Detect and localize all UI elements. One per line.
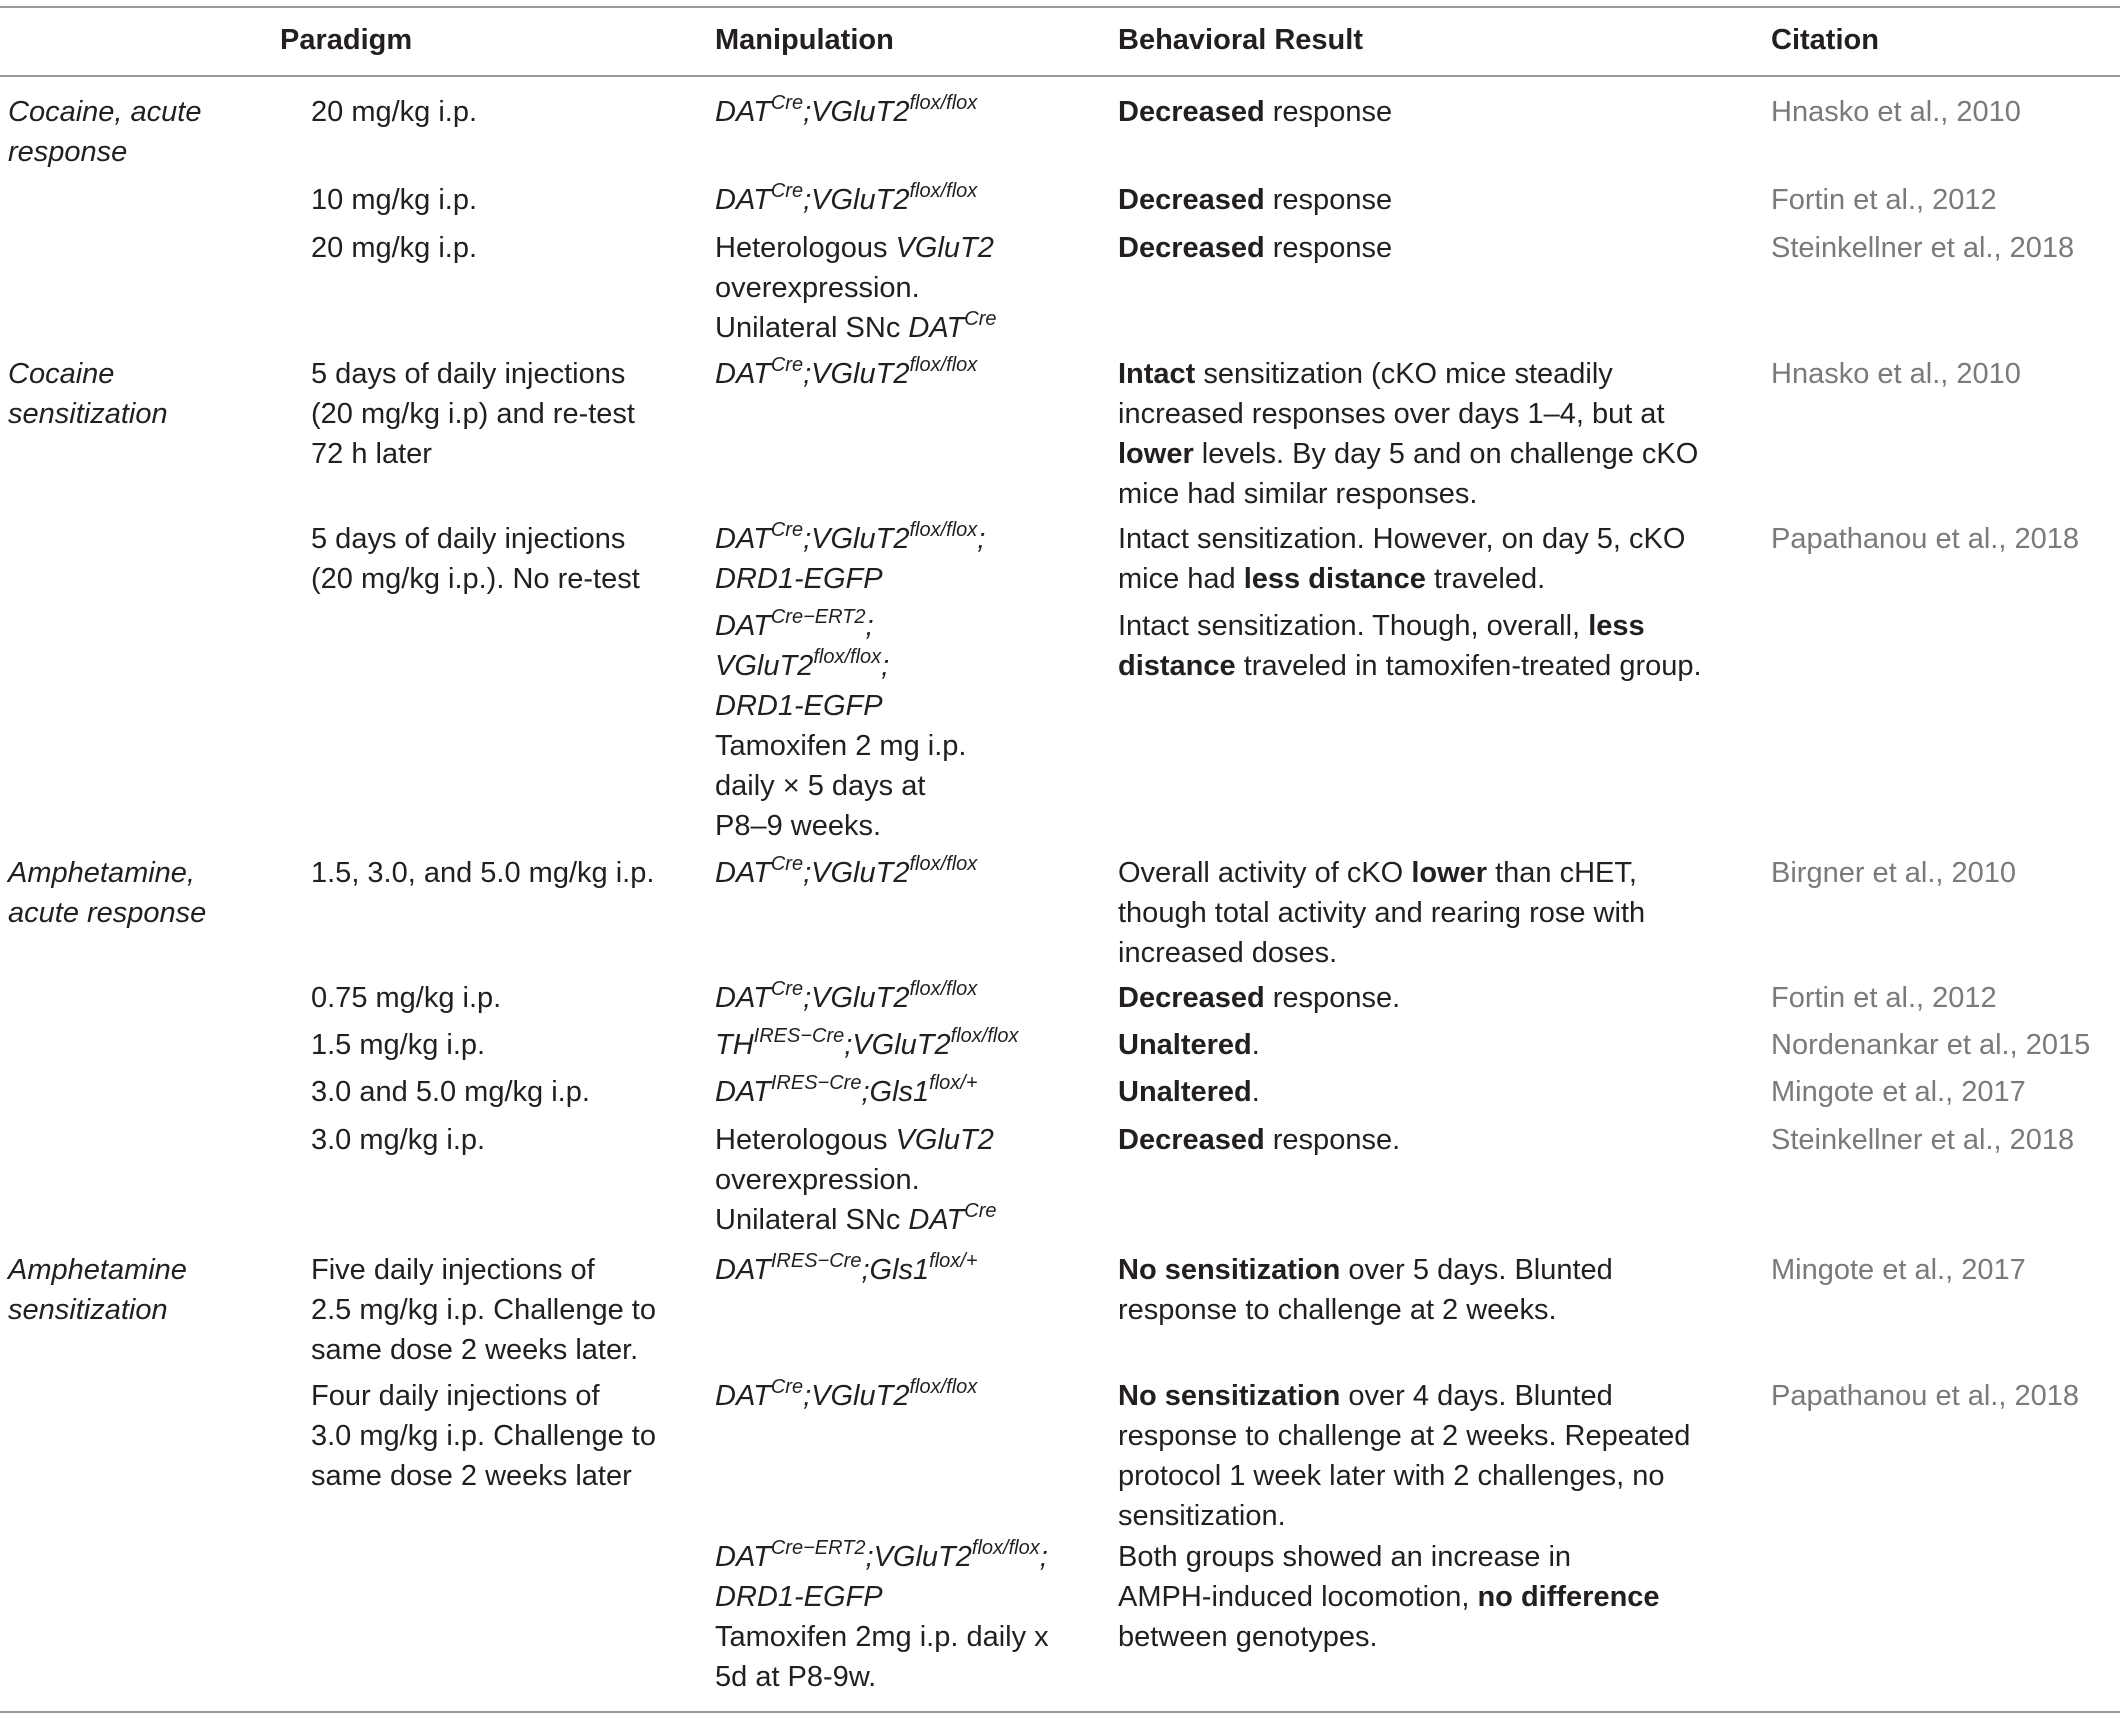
superscript: flox/flox [909, 519, 978, 541]
gene-text: DAT [715, 857, 771, 889]
dose-cell [311, 1120, 485, 1160]
text: Intact sensitization. However, on day 5, cKO [1118, 523, 1686, 555]
citation-cell: Hnasko et al., 2010 [1771, 358, 2021, 390]
result-line [1118, 1577, 1660, 1617]
manipulation-line [715, 1160, 997, 1200]
dose-cell [311, 519, 640, 599]
gene-text: ;VGluT2 [803, 358, 910, 390]
manipulation-line [715, 1376, 977, 1416]
manipulation-cell [715, 354, 977, 394]
dose-cell [311, 1025, 485, 1065]
behavioral-result-cell [1118, 853, 1645, 973]
manipulation-line [715, 978, 977, 1018]
bold-text: no difference [1477, 1581, 1660, 1613]
behavioral-result-cell [1118, 354, 1698, 514]
result-line [1118, 1456, 1690, 1496]
dose-line: 5 days of daily injections [311, 523, 626, 555]
text: Unilateral SNc [715, 312, 909, 344]
text: 5d at P8-9w. [715, 1661, 877, 1693]
bold-text: distance [1118, 650, 1236, 682]
gene-text: DAT [908, 312, 965, 344]
gene-text: VGluT2 [895, 1124, 994, 1156]
text: sensitization. [1118, 1500, 1286, 1532]
manipulation-line [715, 354, 977, 394]
gene-text: ;Gls1 [861, 1254, 930, 1286]
text: levels. By day 5 and on challenge cKO [1193, 438, 1699, 470]
result-line [1118, 1617, 1660, 1657]
result-line [1118, 180, 1392, 220]
bold-text: Decreased [1118, 982, 1265, 1014]
text: . [1251, 1029, 1260, 1061]
superscript: flox/flox [971, 1537, 1040, 1559]
manipulation-cell [715, 1537, 1049, 1697]
gene-text: DRD1-EGFP [715, 1581, 883, 1613]
gene-text: DAT [715, 96, 771, 128]
table-top-rule [0, 6, 2120, 8]
gene-text: ; [977, 523, 986, 555]
text: traveled. [1425, 563, 1546, 595]
superscript: Cre [770, 519, 804, 541]
dose-line: 20 mg/kg i.p. [311, 96, 478, 128]
gene-text: DAT [715, 184, 771, 216]
manipulation-cell [715, 92, 977, 132]
gene-text: DAT [715, 523, 771, 555]
manipulation-line [715, 1577, 1049, 1617]
gene-text: ;VGluT2 [803, 184, 910, 216]
dose-cell [311, 978, 501, 1018]
gene-text: ;VGluT2 [803, 982, 910, 1014]
superscript: Cre [770, 853, 804, 875]
result-line [1118, 933, 1645, 973]
header-behavioral-result: Behavioral Result [1118, 24, 1363, 56]
gene-text: ; [1039, 1541, 1048, 1573]
citation-cell: Nordenankar et al., 2015 [1771, 1029, 2091, 1061]
bold-text: lower [1118, 438, 1194, 470]
superscript: Cre [964, 1200, 997, 1222]
gene-text: ;VGluT2 [803, 523, 910, 555]
result-line [1118, 1025, 1260, 1065]
result-line [1118, 1250, 1613, 1290]
bold-text: Intact [1118, 358, 1196, 390]
superscript: flox/flox [909, 92, 978, 114]
section-label-cocaine-acute: Cocaine, acute response [8, 96, 202, 168]
manipulation-cell [715, 228, 997, 348]
citation-cell: Papathanou et al., 2018 [1771, 523, 2079, 555]
dose-line: (20 mg/kg i.p.). No re-test [311, 563, 640, 595]
dose-line: 3.0 mg/kg i.p. [311, 1124, 486, 1156]
citation-cell: Papathanou et al., 2018 [1771, 1380, 2079, 1412]
citation-cell: Mingote et al., 2017 [1771, 1254, 2026, 1286]
dose-cell [311, 228, 477, 268]
result-line [1118, 1072, 1260, 1112]
gene-text: ;VGluT2 [865, 1541, 972, 1573]
gene-text: VGluT2 [715, 650, 814, 682]
manipulation-line [715, 1537, 1049, 1577]
manipulation-line [715, 1617, 1049, 1657]
gene-text: ;VGluT2 [803, 96, 910, 128]
dose-line: 3.0 mg/kg i.p. Challenge to [311, 1420, 656, 1452]
text: over 4 days. Blunted [1340, 1380, 1613, 1412]
header-paradigm: Paradigm [280, 24, 413, 56]
superscript: Cre [770, 92, 804, 114]
text: increased doses. [1118, 937, 1338, 969]
citation-cell: Hnasko et al., 2010 [1771, 96, 2021, 128]
manipulation-line [715, 180, 977, 220]
superscript: flox/flox [909, 853, 978, 875]
dose-cell [311, 1072, 590, 1112]
result-line [1118, 1416, 1690, 1456]
result-line [1118, 853, 1645, 893]
superscript: Cre [770, 1376, 804, 1398]
manipulation-line [715, 519, 985, 559]
superscript: flox/+ [929, 1072, 978, 1094]
gene-text: TH [715, 1029, 754, 1061]
dose-line: same dose 2 weeks later [311, 1460, 632, 1492]
behavioral-result-cell [1118, 180, 1392, 220]
manipulation-cell [715, 180, 977, 220]
manipulation-cell [715, 1376, 977, 1416]
bold-text: Decreased [1118, 1124, 1265, 1156]
text: Heterologous [715, 232, 896, 264]
manipulation-line [715, 1250, 978, 1290]
result-line [1118, 1290, 1613, 1330]
gene-text: ; [881, 650, 890, 682]
bold-text: No sensitization [1118, 1380, 1341, 1412]
behavioral-result-cell [1118, 519, 1685, 599]
dose-line: same dose 2 weeks later. [311, 1334, 639, 1366]
header-rule [0, 75, 2120, 77]
bold-text: lower [1411, 857, 1488, 889]
manipulation-cell [715, 978, 977, 1018]
citation-cell: Steinkellner et al., 2018 [1771, 232, 2075, 264]
superscript: flox/flox [950, 1025, 1019, 1047]
text: between genotypes. [1118, 1621, 1378, 1653]
behavioral-result-cell [1118, 1250, 1613, 1330]
gene-text: DAT [715, 982, 771, 1014]
result-line [1118, 1120, 1400, 1160]
dose-line: 72 h later [311, 438, 432, 470]
dose-line: 20 mg/kg i.p. [311, 232, 478, 264]
behavioral-result-cell [1118, 1072, 1260, 1112]
text: Both groups showed an increase in [1118, 1541, 1572, 1573]
result-line [1118, 474, 1698, 514]
text: than cHET, [1487, 857, 1637, 889]
table-bottom-rule [0, 1711, 2120, 1713]
result-line [1118, 394, 1698, 434]
bold-text: Unaltered [1118, 1029, 1252, 1061]
gene-text: ;VGluT2 [803, 1380, 910, 1412]
manipulation-line [715, 92, 977, 132]
superscript: IRES−Cre [753, 1025, 845, 1047]
gene-text: DAT [715, 1541, 771, 1573]
text: daily × 5 days at [715, 770, 926, 802]
citation-cell: Fortin et al., 2012 [1771, 982, 1997, 1014]
behavioral-result-cell [1118, 92, 1392, 132]
behavioral-result-cell [1118, 606, 1702, 686]
text: response [1264, 232, 1393, 264]
gene-text: ; [865, 610, 874, 642]
bold-text: Unaltered [1118, 1076, 1252, 1108]
text: sensitization (cKO mice steadily [1195, 358, 1613, 390]
section-label-cocaine-sensitization: Cocaine sensitization [8, 358, 168, 430]
manipulation-line [715, 559, 985, 599]
behavioral-result-cell [1118, 1120, 1400, 1160]
result-line [1118, 646, 1702, 686]
manipulation-line [715, 1657, 1049, 1697]
dose-cell [311, 1250, 656, 1370]
manipulation-line [715, 686, 966, 726]
bold-text: Decreased [1118, 96, 1265, 128]
dose-cell [311, 354, 635, 474]
result-line [1118, 559, 1685, 599]
text: Intact sensitization. Though, overall, [1118, 610, 1589, 642]
manipulation-line [715, 853, 977, 893]
bold-text: less [1588, 610, 1645, 642]
dose-line: Five daily injections of [311, 1254, 595, 1286]
manipulation-line [715, 268, 997, 308]
result-line [1118, 354, 1698, 394]
superscript: Cre [964, 308, 997, 330]
result-line [1118, 606, 1702, 646]
manipulation-line [715, 606, 966, 646]
manipulation-cell [715, 519, 985, 599]
header-citation: Citation [1771, 24, 1879, 56]
header-manipulation: Manipulation [715, 24, 894, 56]
superscript: Cre−ERT2 [770, 1537, 866, 1559]
dose-cell [311, 853, 654, 893]
superscript: Cre−ERT2 [770, 606, 866, 628]
dose-line: (20 mg/kg i.p) and re-test [311, 398, 635, 430]
result-line [1118, 893, 1645, 933]
superscript: flox/flox [909, 978, 978, 1000]
behavioral-result-cell [1118, 228, 1392, 268]
section-label-amphetamine-acute: Amphetamine, acute response [8, 857, 207, 929]
text: P8–9 weeks. [715, 810, 882, 842]
result-line [1118, 92, 1392, 132]
gene-text: ;VGluT2 [844, 1029, 951, 1061]
dose-line: 2.5 mg/kg i.p. Challenge to [311, 1294, 656, 1326]
superscript: Cre [770, 180, 804, 202]
text: response to challenge at 2 weeks. Repeated [1118, 1420, 1691, 1452]
superscript: Cre [770, 978, 804, 1000]
superscript: flox/flox [909, 1376, 978, 1398]
gene-text: DAT [715, 358, 771, 390]
gene-text: DAT [715, 1380, 771, 1412]
superscript: flox/flox [909, 354, 978, 376]
manipulation-cell [715, 1250, 978, 1290]
result-line [1118, 434, 1698, 474]
gene-text: ;Gls1 [861, 1076, 930, 1108]
gene-text: VGluT2 [895, 232, 994, 264]
result-line [1118, 228, 1392, 268]
superscript: flox/flox [813, 646, 882, 668]
text: response. [1264, 982, 1401, 1014]
text: response [1264, 96, 1393, 128]
section-label-amphetamine-sensitization: Amphetamine sensitization [8, 1254, 187, 1326]
text: Unilateral SNc [715, 1204, 909, 1236]
manipulation-line [715, 646, 966, 686]
dose-line: 1.5 mg/kg i.p. [311, 1029, 486, 1061]
superscript: flox/flox [909, 180, 978, 202]
manipulation-line [715, 1025, 1018, 1065]
citation-cell: Fortin et al., 2012 [1771, 184, 1997, 216]
text: mice had [1118, 563, 1244, 595]
text: over 5 days. Blunted [1340, 1254, 1613, 1286]
citation-cell: Steinkellner et al., 2018 [1771, 1124, 2075, 1156]
manipulation-cell [715, 1072, 978, 1112]
dose-line: 3.0 and 5.0 mg/kg i.p. [311, 1076, 590, 1108]
text: overexpression. [715, 272, 920, 304]
text: protocol 1 week later with 2 challenges, no [1118, 1460, 1665, 1492]
manipulation-line [715, 806, 966, 846]
superscript: IRES−Cre [770, 1072, 862, 1094]
text: AMPH-induced locomotion, [1118, 1581, 1478, 1613]
text: response. [1264, 1124, 1401, 1156]
gene-text: DAT [715, 610, 771, 642]
text: though total activity and rearing rose with [1118, 897, 1646, 929]
manipulation-cell [715, 1120, 997, 1240]
text: response [1264, 184, 1393, 216]
bold-text: Decreased [1118, 232, 1265, 264]
gene-text: DAT [715, 1076, 771, 1108]
bold-text: No sensitization [1118, 1254, 1341, 1286]
dose-cell [311, 92, 477, 132]
behavioral-result-cell [1118, 1025, 1260, 1065]
text: increased responses over days 1–4, but at [1118, 398, 1665, 430]
citation-cell: Birgner et al., 2010 [1771, 857, 2017, 889]
citation-cell: Mingote et al., 2017 [1771, 1076, 2026, 1108]
manipulation-cell [715, 606, 966, 846]
behavioral-result-cell [1118, 978, 1400, 1018]
text: Tamoxifen 2mg i.p. daily x [715, 1621, 1049, 1653]
text: response to challenge at 2 weeks. [1118, 1294, 1557, 1326]
manipulation-line [715, 1072, 978, 1112]
dose-cell [311, 1376, 656, 1496]
gene-text: DAT [715, 1254, 771, 1286]
superscript: flox/+ [929, 1250, 978, 1272]
behavioral-result-cell [1118, 1537, 1660, 1657]
manipulation-cell [715, 1025, 1018, 1065]
gene-text: DAT [908, 1204, 965, 1236]
result-line [1118, 1496, 1690, 1536]
text: Tamoxifen 2 mg i.p. [715, 730, 967, 762]
manipulation-line [715, 1200, 997, 1240]
manipulation-line [715, 766, 966, 806]
dose-cell [311, 180, 477, 220]
result-line [1118, 1376, 1690, 1416]
text: mice had similar responses. [1118, 478, 1478, 510]
text: Overall activity of cKO [1118, 857, 1412, 889]
gene-text: DRD1-EGFP [715, 563, 883, 595]
dose-line: 5 days of daily injections [311, 358, 626, 390]
manipulation-cell [715, 853, 977, 893]
manipulation-line [715, 1120, 997, 1160]
dose-line: 1.5, 3.0, and 5.0 mg/kg i.p. [311, 857, 655, 889]
behavioral-result-cell [1118, 1376, 1690, 1536]
text: . [1251, 1076, 1260, 1108]
text: overexpression. [715, 1164, 920, 1196]
superscript: Cre [770, 354, 804, 376]
bold-text: less distance [1243, 563, 1426, 595]
result-line [1118, 978, 1400, 1018]
text: Heterologous [715, 1124, 896, 1156]
bold-text: Decreased [1118, 184, 1265, 216]
gene-text: ;VGluT2 [803, 857, 910, 889]
text: traveled in tamoxifen-treated group. [1235, 650, 1702, 682]
manipulation-line [715, 308, 997, 348]
result-line [1118, 519, 1685, 559]
gene-text: DRD1-EGFP [715, 690, 883, 722]
dose-line: 10 mg/kg i.p. [311, 184, 478, 216]
result-line [1118, 1537, 1660, 1577]
manipulation-line [715, 726, 966, 766]
dose-line: Four daily injections of [311, 1380, 600, 1412]
dose-line: 0.75 mg/kg i.p. [311, 982, 502, 1014]
superscript: IRES−Cre [770, 1250, 862, 1272]
manipulation-line [715, 228, 997, 268]
